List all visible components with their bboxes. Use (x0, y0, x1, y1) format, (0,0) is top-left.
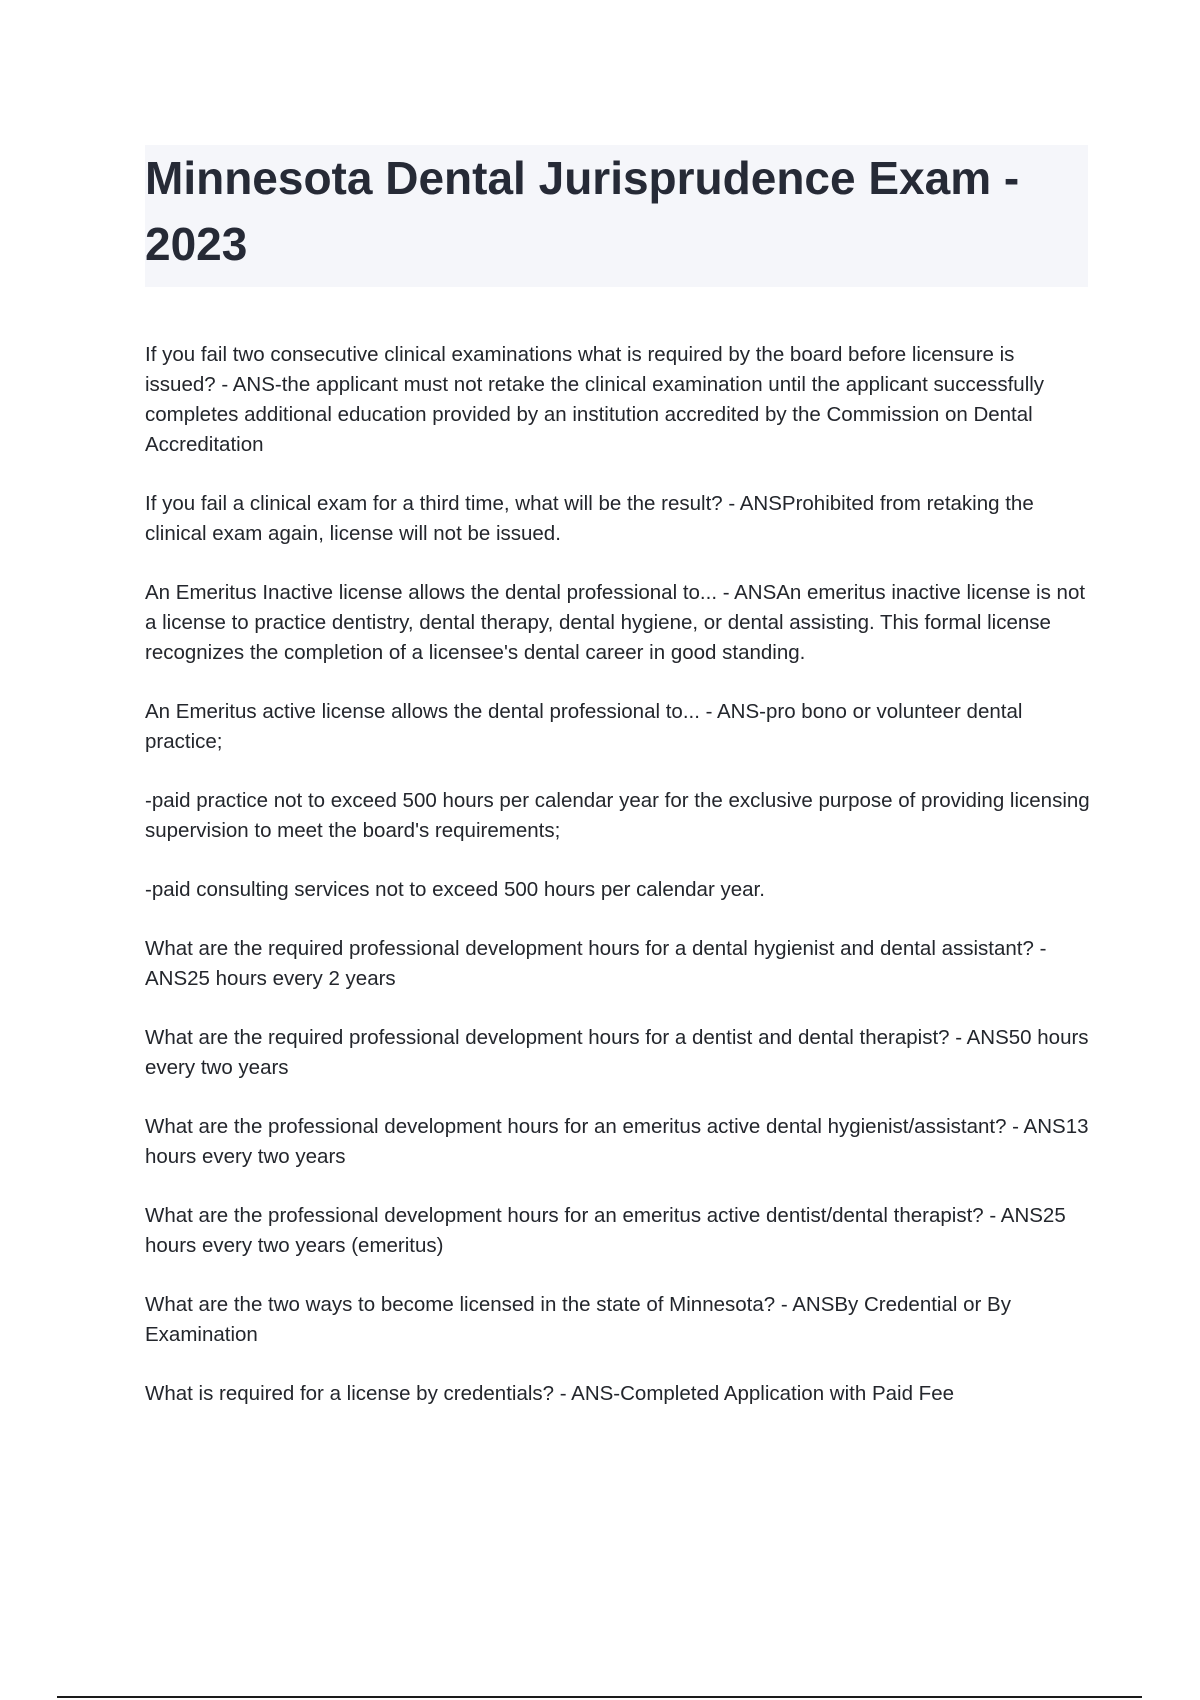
qa-paragraph: What are the professional development hours for an emeritus active dentist/dental therapist? - ANS25 hours every two years (emeritus) (145, 1204, 1066, 1257)
qa-paragraph: What are the required professional development hours for a dental hygienist and dental assistant? - ANS25 hours every 2 years (145, 937, 1047, 990)
qa-paragraph: -paid practice not to exceed 500 hours per calendar year for the exclusive purpose of providing licensing supervision to meet the board's requirements; (145, 789, 1090, 842)
page-title: Minnesota Dental Jurisprudence Exam - 2023 (145, 152, 1020, 270)
qa-paragraph: If you fail a clinical exam for a third time, what will be the result? - ANSProhibited from retaking the clinical exam again, license will not be issued. (145, 492, 1034, 545)
qa-paragraph: What is required for a license by credentials? - ANS-Completed Application with Paid Fee (145, 1382, 955, 1405)
qa-paragraph: -paid consulting services not to exceed 500 hours per calendar year. (145, 878, 765, 901)
qa-paragraph: What are the two ways to become licensed in the state of Minnesota? - ANSBy Credential or By Examination (145, 1293, 1011, 1346)
qa-paragraph: If you fail two consecutive clinical examinations what is required by the board before licensure is issued? - ANS-the applicant must not retake the clinical examination until the applicant successfully completes additional education provided by an institution accredited by the Commission on Dental Accreditation (145, 343, 1045, 456)
title-banner (145, 145, 1088, 287)
qa-paragraph: An Emeritus Inactive license allows the dental professional to... - ANSAn emeritus inactive license is not a license to practice dentistry, dental therapy, dental hygiene, or dental assisting. This formal license recognizes the completion of a licensee's dental career in good standing. (145, 581, 1086, 664)
qa-paragraph: What are the professional development hours for an emeritus active dental hygienist/assistant? - ANS13 hours every two years (145, 1115, 1089, 1168)
qa-paragraph: An Emeritus active license allows the dental professional to... - ANS-pro bono or volunteer dental practice; (145, 700, 1023, 753)
footer-divider (57, 1696, 1142, 1698)
qa-content (145, 340, 1090, 1438)
qa-paragraph: What are the required professional development hours for a dentist and dental therapist? - ANS50 hours every two years (145, 1026, 1089, 1079)
